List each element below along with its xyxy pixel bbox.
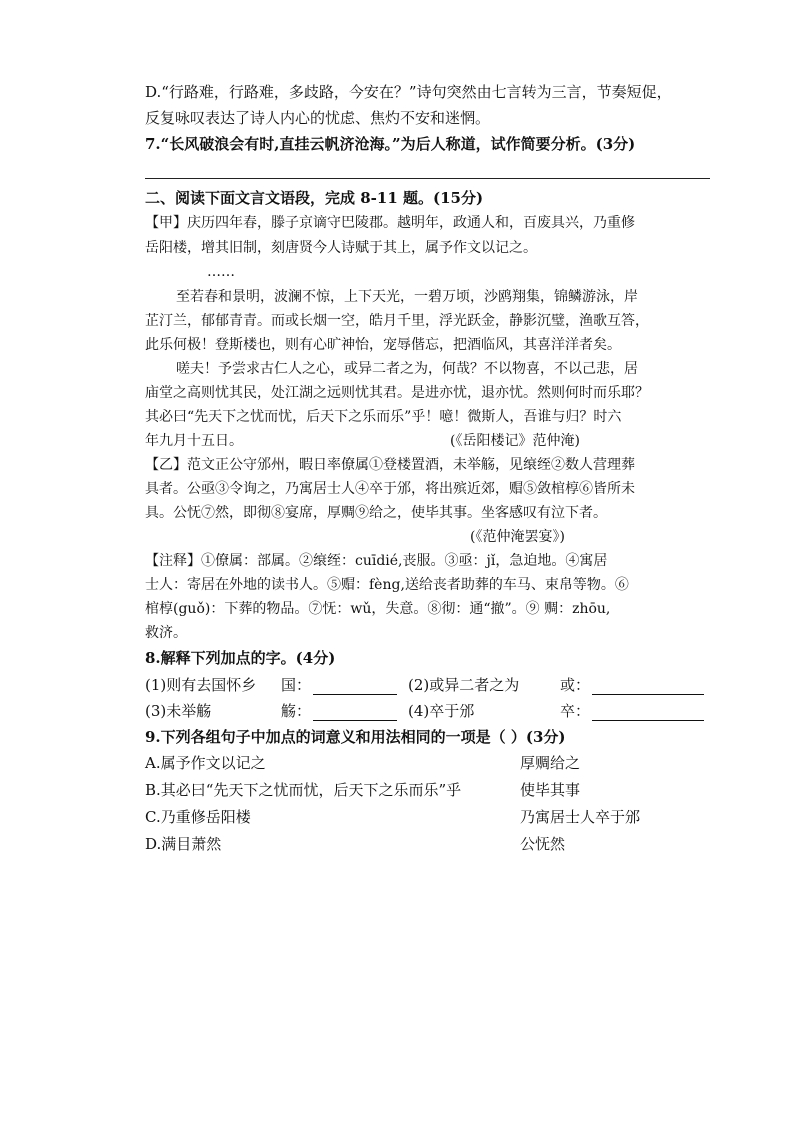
q6-option-d-line1: D.“行路难，行路难，多歧路，今安在？”诗句突然由七言转为三言，节奏短促， bbox=[145, 83, 672, 101]
passage-jia-source: (《岳阳楼记》范仲淹) bbox=[450, 433, 580, 449]
q8-item-4: (4)卒于邠 bbox=[408, 702, 475, 720]
answer-blank[interactable] bbox=[592, 680, 704, 695]
q9-option-d-right: 公怃然 bbox=[520, 835, 566, 853]
q8-item-1: (1)则有去国怀乡 bbox=[145, 676, 257, 694]
passage-yi-line: 【乙】范文正公守邠州，暇日率僚属①登楼置酒，未举觞，见缞绖②数人营理葬 bbox=[145, 457, 635, 473]
q9-option-b-left[interactable]: B.其必曰“先天下之忧而忧，后天下之乐而乐”乎 bbox=[145, 781, 462, 799]
passage-yi-line: 具。公怃⑦然，即彻⑧宴席，厚赒⑨给之，使毕其事。坐客感叹有泣下者。 bbox=[145, 505, 607, 521]
answer-line bbox=[145, 178, 710, 179]
q9-title: 9.下列各组句子中加点的词意义和用法相同的一项是（ ）(3分) bbox=[145, 728, 566, 746]
q9-option-d-left[interactable]: D.满目萧然 bbox=[145, 835, 222, 853]
q8-item-1-label: 国： bbox=[281, 676, 312, 694]
passage-yi-source: (《范仲淹罢宴》) bbox=[470, 529, 565, 545]
passage-jia-line: 此乐何极！登斯楼也，则有心旷神怡，宠辱偕忘，把酒临风，其喜洋洋者矣。 bbox=[145, 337, 621, 353]
q9-option-a-left[interactable]: A.属予作文以记之 bbox=[145, 754, 266, 772]
q8-item-3: (3)未举觞 bbox=[145, 702, 212, 720]
answer-blank[interactable] bbox=[313, 706, 397, 721]
notes-line: 棺椁(guǒ)：下葬的物品。⑦怃：wǔ，失意。⑧彻：通“撤”。⑨ 赒：zhōu, bbox=[145, 601, 611, 617]
q8-title: 8.解释下列加点的字。(4分) bbox=[145, 649, 336, 667]
q8-item-2: (2)或异二者之为 bbox=[408, 676, 520, 694]
q9-option-c-left[interactable]: C.乃重修岳阳楼 bbox=[145, 808, 251, 826]
notes-line: 【注释】①僚属：部属。②缞绖：cuīdié,丧服。③亟：jǐ，急迫地。④寓居 bbox=[145, 553, 608, 569]
q6-option-d-line2: 反复咏叹表达了诗人内心的忧虑、焦灼不安和迷惘。 bbox=[145, 109, 491, 127]
section2-heading: 二、阅读下面文言文语段，完成 8-11 题。(15分) bbox=[145, 189, 484, 207]
answer-blank[interactable] bbox=[313, 680, 397, 695]
passage-jia-line: 至若春和景明，波澜不惊，上下天光，一碧万顷，沙鸥翔集，锦鳞游泳，岸 bbox=[176, 289, 638, 305]
passage-jia-line: 庙堂之高则忧其民，处江湖之远则忧其君。是进亦忧，退亦忧。然则何时而乐耶？ bbox=[145, 385, 649, 401]
notes-line: 士人：寄居在外地的读书人。⑤赗：fèng,送给丧者助葬的车马、束帛等物。⑥ bbox=[145, 577, 629, 593]
passage-yi-line: 具者。公亟③令询之，乃寓居士人④卒于邠，将出殡近郊，赗⑤敛棺椁⑥皆所未 bbox=[145, 481, 635, 497]
q8-item-3-label: 觞： bbox=[281, 702, 312, 720]
q8-item-4-label: 卒： bbox=[560, 702, 591, 720]
passage-jia-line: 【甲】庆历四年春，滕子京谪守巴陵郡。越明年，政通人和，百废具兴，乃重修 bbox=[145, 215, 635, 231]
q9-option-b-right: 使毕其事 bbox=[520, 781, 581, 799]
passage-jia-line: 嗟夫！予尝求古仁人之心，或异二者之为，何哉？不以物喜，不以己悲，居 bbox=[176, 361, 638, 377]
answer-blank[interactable] bbox=[592, 706, 704, 721]
q8-item-3-answer[interactable] bbox=[281, 701, 397, 721]
q9-option-c-right: 乃寓居士人卒于邠 bbox=[520, 808, 641, 826]
passage-jia-line: 年九月十五日。 bbox=[145, 433, 243, 449]
q9-option-a-right: 厚赒给之 bbox=[520, 754, 581, 772]
q8-item-2-answer[interactable] bbox=[560, 675, 704, 695]
notes-line: 救济。 bbox=[145, 625, 187, 641]
passage-jia-line: 芷汀兰，郁郁青青。而或长烟一空，皓月千里，浮光跃金，静影沉璧，渔歌互答， bbox=[145, 313, 649, 329]
passage-jia-line: 岳阳楼，增其旧制，刻唐贤今人诗赋于其上，属予作文以记之。 bbox=[145, 240, 537, 256]
q8-item-1-answer[interactable] bbox=[281, 675, 397, 695]
q8-item-2-label: 或： bbox=[560, 676, 591, 694]
q8-item-4-answer[interactable] bbox=[560, 701, 704, 721]
passage-jia-ellipsis: …… bbox=[207, 264, 235, 280]
q7-question: 7.“长风破浪会有时,直挂云帆济沧海。”为后人称道，试作简要分析。(3分) bbox=[145, 135, 636, 153]
passage-jia-line: 其必曰“先天下之忧而忧，后天下之乐而乐”乎！噫！微斯人，吾谁与归？时六 bbox=[145, 409, 622, 425]
